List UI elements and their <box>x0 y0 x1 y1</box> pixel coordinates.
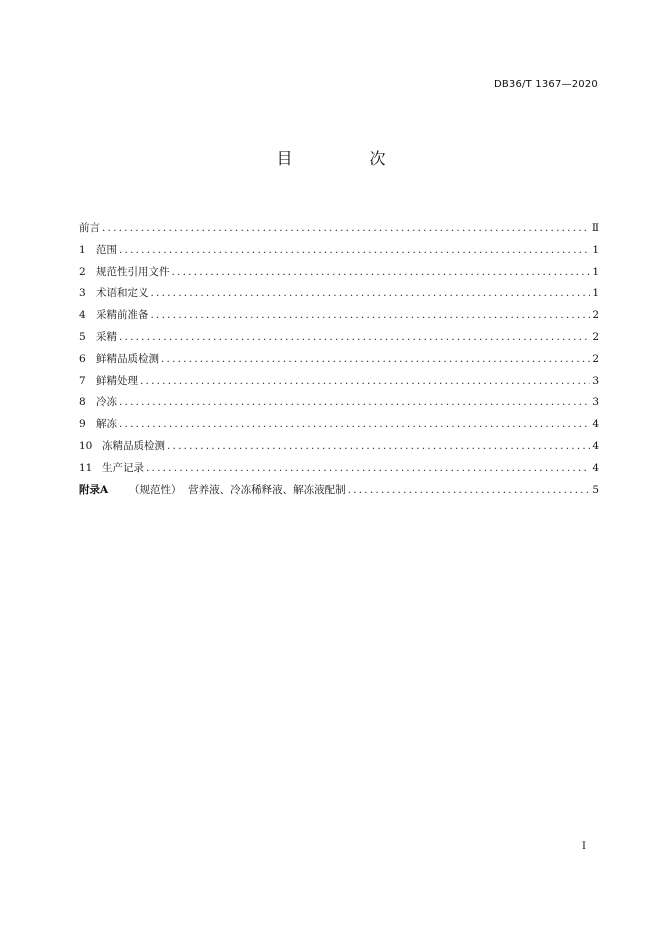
toc-entry-label: （规范性） 营养液、冷冻稀释液、解冻液配制 <box>129 483 346 496</box>
toc-entry-page: Ⅱ <box>591 222 599 234</box>
toc-entry-appendix-a[interactable] <box>79 480 599 502</box>
toc-entry-page: 4 <box>592 461 599 474</box>
toc-entry-8[interactable] <box>79 392 599 414</box>
table-of-contents <box>79 218 599 501</box>
toc-entry-label: 解冻 <box>96 418 117 431</box>
toc-entry-label: 鲜精品质检测 <box>96 352 159 365</box>
toc-entry-page: 2 <box>592 309 599 322</box>
toc-leader-dots <box>140 371 590 393</box>
toc-entry-number: 2 <box>79 265 86 278</box>
toc-leader-dots <box>167 436 590 458</box>
toc-leader-dots <box>348 480 591 502</box>
toc-leader-dots <box>119 240 590 262</box>
toc-entry-page: 2 <box>592 352 599 365</box>
toc-leader-dots <box>119 414 590 436</box>
document-code: DB36/T 1367—2020 <box>493 79 598 90</box>
toc-entry-number: 6 <box>79 352 86 365</box>
toc-entry-page: 1 <box>592 287 599 300</box>
toc-entry-label: 采精 <box>96 330 117 343</box>
toc-entry-page: 4 <box>592 418 599 431</box>
toc-entry-label: 鲜精处理 <box>96 374 138 387</box>
toc-entry-5[interactable] <box>79 327 599 349</box>
toc-entry-9[interactable] <box>79 414 599 436</box>
toc-entry-2[interactable] <box>79 262 599 284</box>
toc-entry-page: 3 <box>592 396 599 409</box>
toc-entry-number: 3 <box>79 287 86 300</box>
toc-entry-label: 规范性引用文件 <box>96 265 170 278</box>
toc-entry-label: 采精前准备 <box>96 309 149 322</box>
toc-entry-number: 10 <box>79 439 93 452</box>
toc-entry-number: 9 <box>79 418 86 431</box>
toc-entry-page: 3 <box>592 374 599 387</box>
toc-entry-page: 5 <box>592 483 599 496</box>
toc-entry-label: 范围 <box>96 243 117 256</box>
toc-entry-page: 2 <box>592 330 599 343</box>
toc-entry-number: 11 <box>79 461 93 474</box>
toc-entry-10[interactable] <box>79 436 599 458</box>
toc-entry-number: 1 <box>79 243 86 256</box>
toc-entry-label: 冻精品质检测 <box>102 439 165 452</box>
toc-entry-label: 生产记录 <box>102 461 144 474</box>
toc-entry-3[interactable] <box>79 283 599 305</box>
toc-entry-number: 7 <box>79 374 86 387</box>
toc-leader-dots <box>119 392 590 414</box>
toc-entry-label: 冷冻 <box>96 396 117 409</box>
toc-entry-11[interactable] <box>79 458 599 480</box>
toc-entry-number: 附录A <box>79 483 109 496</box>
toc-entry-number: 4 <box>79 309 86 322</box>
toc-entry-foreword[interactable] <box>79 218 599 240</box>
toc-leader-dots <box>161 349 590 371</box>
toc-entry-6[interactable] <box>79 349 599 371</box>
toc-entry-page: 1 <box>592 243 599 256</box>
page-number: I <box>582 841 586 852</box>
toc-leader-dots <box>146 458 590 480</box>
toc-entry-7[interactable] <box>79 371 599 393</box>
toc-leader-dots <box>151 283 591 305</box>
toc-leader-dots <box>172 262 591 284</box>
toc-leader-dots <box>151 305 591 327</box>
toc-entry-label: 术语和定义 <box>96 287 149 300</box>
toc-entry-1[interactable] <box>79 240 599 262</box>
toc-entry-page: 1 <box>592 265 599 278</box>
toc-entry-page: 4 <box>592 439 599 452</box>
page-title: 目 次 <box>276 149 422 168</box>
toc-entry-number: 5 <box>79 330 86 343</box>
toc-leader-dots <box>119 327 590 349</box>
toc-leader-dots <box>102 218 590 240</box>
toc-entry-label: 前言 <box>79 222 100 234</box>
toc-entry-4[interactable] <box>79 305 599 327</box>
toc-entry-number: 8 <box>79 396 86 409</box>
